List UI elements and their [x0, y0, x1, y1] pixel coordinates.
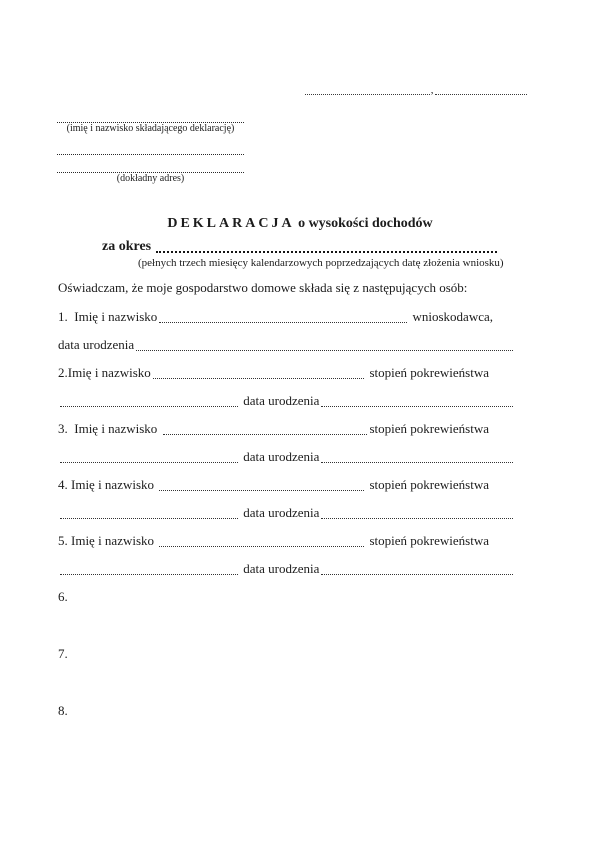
form-row	[58, 583, 515, 611]
form-row	[58, 359, 515, 387]
dotted-blank-line	[321, 443, 513, 471]
dotted-blank-line	[60, 443, 238, 471]
dotted-blank-line	[57, 135, 244, 155]
dotted-blank-line	[321, 387, 513, 415]
dotted-blank-line	[60, 555, 238, 583]
form-row-text: 4. Imię i nazwisko	[58, 477, 158, 492]
form-row	[58, 697, 515, 725]
dotted-blank-line	[57, 155, 244, 173]
form-row-text: stopień pokrewieństwa	[366, 477, 489, 492]
dotted-blank-line	[136, 331, 513, 359]
dotted-blank-line	[153, 359, 364, 387]
form-row-text: data urodzenia	[240, 505, 320, 520]
form-row-text: 1. Imię i nazwisko	[58, 309, 158, 324]
dotted-blank-line	[163, 415, 368, 443]
dotted-blank-line	[60, 387, 238, 415]
declarant-name-caption: (imię i nazwisko składającego deklarację)	[66, 123, 235, 134]
form-row	[58, 640, 515, 668]
form-row	[58, 303, 515, 331]
form-row-text: wnioskodawca,	[409, 309, 493, 324]
household-members-list	[58, 303, 515, 725]
form-row-text: data urodzenia	[240, 449, 320, 464]
dotted-blank-line	[159, 471, 364, 499]
form-row	[58, 471, 515, 499]
form-row	[58, 387, 515, 415]
period-line	[102, 238, 497, 256]
header-left-declarant-block	[57, 114, 244, 185]
form-row-text: stopień pokrewieństwa	[369, 421, 489, 436]
period-note: (pełnych trzech miesięcy kalendarzowych poprzedzających datę złożenia wniosku)	[138, 257, 504, 269]
period-label: za okres	[102, 239, 152, 254]
form-row-text: stopień pokrewieństwa	[366, 365, 489, 380]
dotted-blank-line	[305, 84, 430, 98]
dotted-blank-line	[159, 303, 407, 331]
form-row-text: 6.	[58, 589, 68, 604]
form-row	[58, 527, 515, 555]
form-row-text: 7.	[58, 646, 68, 661]
form-row-text: 5. Imię i nazwisko	[58, 533, 158, 548]
dotted-blank-line	[60, 499, 238, 527]
form-row-text: stopień pokrewieństwa	[366, 533, 489, 548]
form-row-text: 2.Imię i nazwisko	[58, 365, 151, 380]
dotted-blank-line	[159, 527, 364, 555]
form-row-text: data urodzenia	[240, 561, 320, 576]
declarant-address-caption: (dokładny adres)	[116, 173, 185, 184]
dotted-blank-line	[57, 114, 244, 123]
header-right-date-place-line	[305, 84, 527, 98]
dotted-blank-line	[156, 238, 497, 256]
form-row	[58, 415, 515, 443]
declaration-intro: Oświadczam, że moje gospodarstwo domowe składa się z następujących osób:	[58, 280, 468, 295]
form-row	[58, 555, 515, 583]
form-row	[58, 499, 515, 527]
form-row-text: data urodzenia	[58, 337, 135, 352]
comma-separator: ,	[430, 84, 434, 96]
document-title	[0, 215, 600, 233]
form-row	[58, 331, 515, 359]
form-row-text: data urodzenia	[240, 393, 320, 408]
form-row	[58, 443, 515, 471]
dotted-blank-line	[321, 499, 513, 527]
form-row-text: 8.	[58, 703, 68, 718]
title-rest: o wysokości dochodów	[294, 216, 433, 231]
dotted-blank-line	[435, 84, 527, 98]
form-row-text: 3. Imię i nazwisko	[58, 421, 161, 436]
title-word-deklaracja: DEKLARACJA	[167, 216, 295, 231]
dotted-blank-line	[321, 555, 513, 583]
